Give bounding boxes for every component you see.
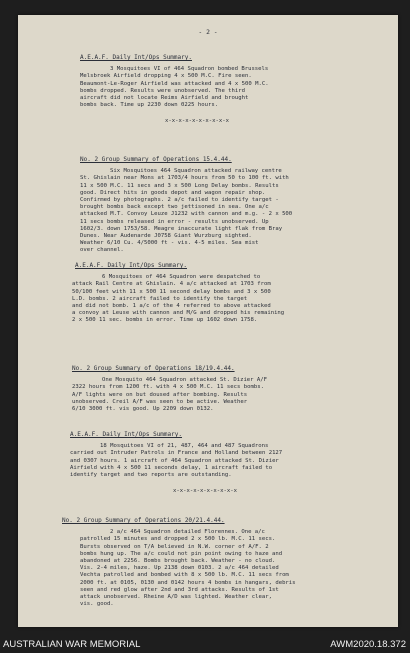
archive-footer-bar: [0, 637, 410, 653]
body-line: aircraft did not locate Reims Airfield and brought: [80, 95, 249, 102]
body-line: and did not bomb. 1 a/c of the 4 referred to above attacked: [72, 303, 271, 310]
body-line: 2 x 500 11 sec. bombs in error. Time up 1602 down 1758.: [72, 317, 258, 324]
section-body: [72, 377, 398, 413]
body-line: and 0307 hours. 1 aircraft of 464 Squadron attacked St. Dizier: [70, 457, 279, 464]
body-line: abandoned at 2256. Bombs brought back. Weather - no cloud.: [80, 558, 276, 565]
section-group-summary-18-19-4-44: [18, 365, 398, 413]
body-line: attack Rail Centre at Ghislain. 4 a/c attacked at 1703 from: [72, 281, 271, 288]
section-body: [72, 274, 398, 324]
section-heading: A.E.A.F. Daily Int/Ops Summary.: [80, 54, 192, 61]
footer-institution-label: AUSTRALIAN WAR MEMORIAL: [3, 639, 141, 650]
body-line: Bursts observed on T/A believed in N.W. corner of A/F. 2: [80, 543, 269, 550]
body-line: identify target and two reports are outstanding.: [70, 472, 232, 479]
body-line: Six Mosquitoes 464 Squadron attacked railway centre: [110, 168, 282, 175]
body-line: Vis. 2-4 miles, haze. Up 2138 down 0103. 2 a/c 464 detailed: [80, 565, 279, 572]
body-line: Melsbroek Airfield dropping 4 x 500 M.C. Fire seen.: [80, 73, 252, 80]
body-line: bombs back. Time up 2230 down 0225 hours.: [80, 102, 219, 109]
section-separator: x-x-x-x-x-x-x-x-x-x: [173, 488, 237, 495]
body-line: 11 secs bombs released in error - results unobserved. Up: [80, 218, 269, 225]
body-line: attacked M.T. Convoy Leuze J1232 with cannon and m.g. - 2 x 500: [80, 211, 293, 218]
body-line: Beaumont-Le-Roger Airfield was attacked and 4 x 500 M.C.: [80, 80, 269, 87]
section-aeaf-summary-3: [18, 431, 398, 495]
body-line: carried out Intruder Patrols in France and Holland between 2127: [70, 450, 283, 457]
section-heading: A.E.A.F. Daily Int/Ops Summary.: [75, 262, 187, 269]
body-line: unobserved. Creil A/F was seen to be active. Weather: [72, 398, 248, 405]
body-line: 18 Mosquitoes VI of 21, 487, 464 and 487 Squadrons: [100, 443, 269, 450]
body-line: 2322 hours from 1200 ft. with 4 x 500 M.C. 11 secs bombs.: [72, 384, 264, 391]
body-line: Weather 6/10 Cu. 4/5000 ft - vis. 4-5 miles. Sea mist: [80, 240, 259, 247]
body-line: 50/100 feet with 11 x 500 11 second delay bombs and 3 x 500: [72, 288, 271, 295]
body-line: patrolled 15 minutes and dropped 2 x 500 lb. M.C. 11 secs.: [80, 536, 276, 543]
section-heading: No. 2 Group Summary of Operations 20/21.4.44.: [62, 517, 225, 524]
body-line: 1602/3. down 1753/58. Meagre inaccurate light flak from Bray: [80, 225, 283, 232]
body-line: Airfield with 4 x 500 11 seconds delay, 1 aircraft failed to: [70, 464, 273, 471]
section-body: [70, 443, 398, 479]
section-body: [80, 66, 398, 109]
page-number: - 2 -: [198, 28, 218, 36]
body-line: 2 a/c 464 Squadron detailed Florennes. One a/c: [110, 529, 265, 536]
body-line: Confirmed by photographs. 2 a/c failed to identify target -: [80, 197, 279, 204]
body-line: good. Direct hits in goods depot and wagon repair shop.: [80, 189, 266, 196]
body-line: bombs dropped. Results were unobserved. The third: [80, 87, 246, 94]
body-line: 2000 ft. at 0105, 0130 and 0142 hours 4 bombs in hangars, debris: [80, 579, 296, 586]
body-line: brought bombs back except two jettisoned in sea. One a/c: [80, 204, 269, 211]
section-body: [80, 529, 398, 608]
body-line: 3 Mosquitoes VI of 464 Squadron bombed Brussels: [110, 66, 269, 73]
section-group-summary-20-21-4-44: [18, 517, 398, 608]
body-line: a convoy at Leuse with cannon and M/G and dropped his remaining: [72, 310, 285, 317]
body-line: A/F lights were on but doused after bombing. Results: [72, 391, 248, 398]
footer-catalog-number: AWM2020.18.372: [330, 639, 406, 650]
body-line: attack unobserved. Rheine A/D was lighted. Weather clear,: [80, 594, 272, 601]
section-aeaf-summary-1: [18, 54, 398, 126]
section-heading: A.E.A.F. Daily Int/Ops Summary.: [70, 431, 182, 438]
body-line: over channel.: [80, 247, 124, 254]
section-separator: x-x-x-x-x-x-x-x-x-x: [165, 118, 229, 125]
section-group-summary-15-4-44: [18, 156, 398, 255]
body-line: 6/10 3000 ft. vis good. Up 2209 down 0132.: [72, 406, 214, 413]
body-line: bombs hung up. The a/c could not pin point owing to haze and: [80, 550, 283, 557]
body-line: L.D. bombs. 2 aircraft failed to identify the target: [72, 295, 248, 302]
section-heading: No. 2 Group Summary of Operations 18/19.4.44.: [72, 365, 235, 372]
section-body: [80, 168, 398, 254]
body-line: vis. good.: [80, 601, 114, 608]
body-line: Vechta patrolled and bombed with 8 x 500 lb. M.C. 11 secs from: [80, 572, 289, 579]
section-aeaf-summary-2: [18, 262, 398, 325]
section-heading: No. 2 Group Summary of Operations 15.4.44.: [80, 156, 232, 163]
body-line: 6 Mosquitoes of 464 Squadron were despatched to: [102, 274, 261, 281]
body-line: 11 x 500 M.C. 11 secs and 3 x 500 Long Delay bombs. Results: [80, 182, 279, 189]
body-line: Dunes. Near Audenarde J0758 Giant Wurzburg sighted.: [80, 233, 252, 240]
document-page: [18, 15, 398, 627]
body-line: seen and red glow after 2nd and 3rd attacks. Results of 1st: [80, 586, 279, 593]
body-line: One Mosquito 464 Squadron attacked St. Dizier A/F: [102, 377, 268, 384]
body-line: St. Ghislain near Mons at 1703/4 hours from 50 to 100 ft. with: [80, 175, 289, 182]
